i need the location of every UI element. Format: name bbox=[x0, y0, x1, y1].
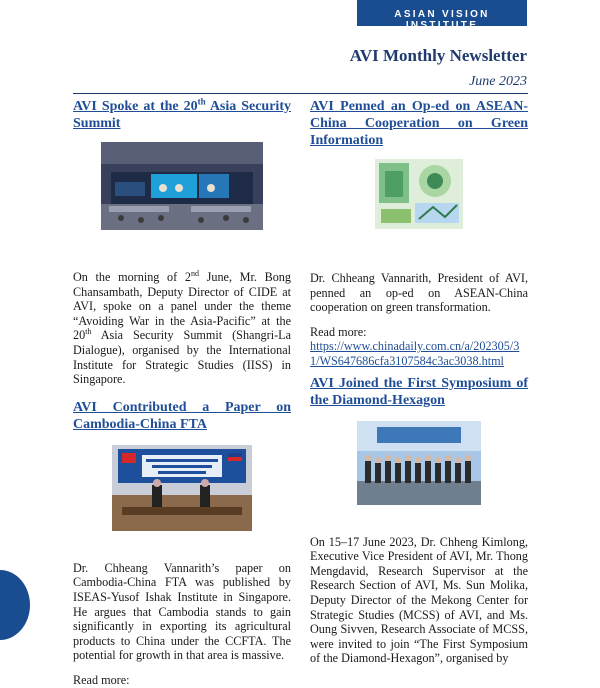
newsletter-date: June 2023 bbox=[469, 74, 527, 89]
left-column bbox=[73, 98, 291, 688]
article-body-symposium: On 15–17 June 2023, Dr. Chheng Kimlong, Executive Vice President of AVI, Mr. Thong Mengdavid, Research Supervisor at the Research Section of AVI, Ms. Sun Molika, Deputy Director of the Mekong Center for Strategic Studies (MCSS) of AVI, and Ms. Oung Sivven, Research Associate of MCSS, were invited to join “The First Symposium of the Diamond-Hexagon”, organised by bbox=[310, 534, 528, 666]
symposium-photo bbox=[357, 421, 481, 505]
article-title-oped: AVI Penned an Op-ed on ASEAN-China Cooperation on Green Information bbox=[310, 99, 528, 148]
summit-photo bbox=[101, 142, 263, 230]
logo-text: ASIAN VISION INSTITUTE bbox=[394, 9, 490, 31]
article-body-fta: Dr. Chheang Vannarith’s paper on Cambodia-China FTA was published by ISEAS-Yusof Ishak Institute in Singapore. He argues that Cambodia stands to gain significantly in exporting its agricultural products to China under the CCFTA. The potential for growth in that area is massive. bbox=[73, 560, 291, 663]
read-more-oped: Read more: bbox=[310, 324, 367, 339]
fta-photo bbox=[112, 445, 252, 531]
article-title-fta: AVI Contributed a Paper on Cambodia-China FTA bbox=[73, 399, 291, 432]
newsletter-title: AVI Monthly Newsletter bbox=[349, 46, 527, 65]
read-more-fta: Read more: bbox=[73, 672, 130, 687]
article-title-symposium: AVI Joined the First Symposium of the Diamond-Hexagon bbox=[310, 375, 528, 408]
article-body-oped: Dr. Chheang Vannarith, President of AVI, penned an op-ed on ASEAN-China cooperation on green transformation. bbox=[310, 271, 528, 315]
oped-link[interactable]: https://www.chinadaily.com.cn/a/202305/31/WS647686cfa3107584c3ac3038.html bbox=[310, 339, 520, 368]
article-title-summit: AVI Spoke at the 20th Asia Security Summit bbox=[73, 96, 291, 131]
right-column bbox=[310, 98, 528, 666]
header-rule bbox=[73, 93, 528, 94]
oped-illustration bbox=[375, 159, 463, 229]
article-body-summit: On the morning of 2nd June, Mr. Bong Chansambath, Deputy Director of CIDE at AVI, spoke on a panel under the theme “Avoiding War in the Asia-Pacific” at the 20th Asia Security Summit (Shangri-La Dialogue), organised by the International Institute for Strategic Studies (IISS) in Singapore. bbox=[73, 268, 291, 387]
corner-decoration bbox=[0, 570, 30, 640]
